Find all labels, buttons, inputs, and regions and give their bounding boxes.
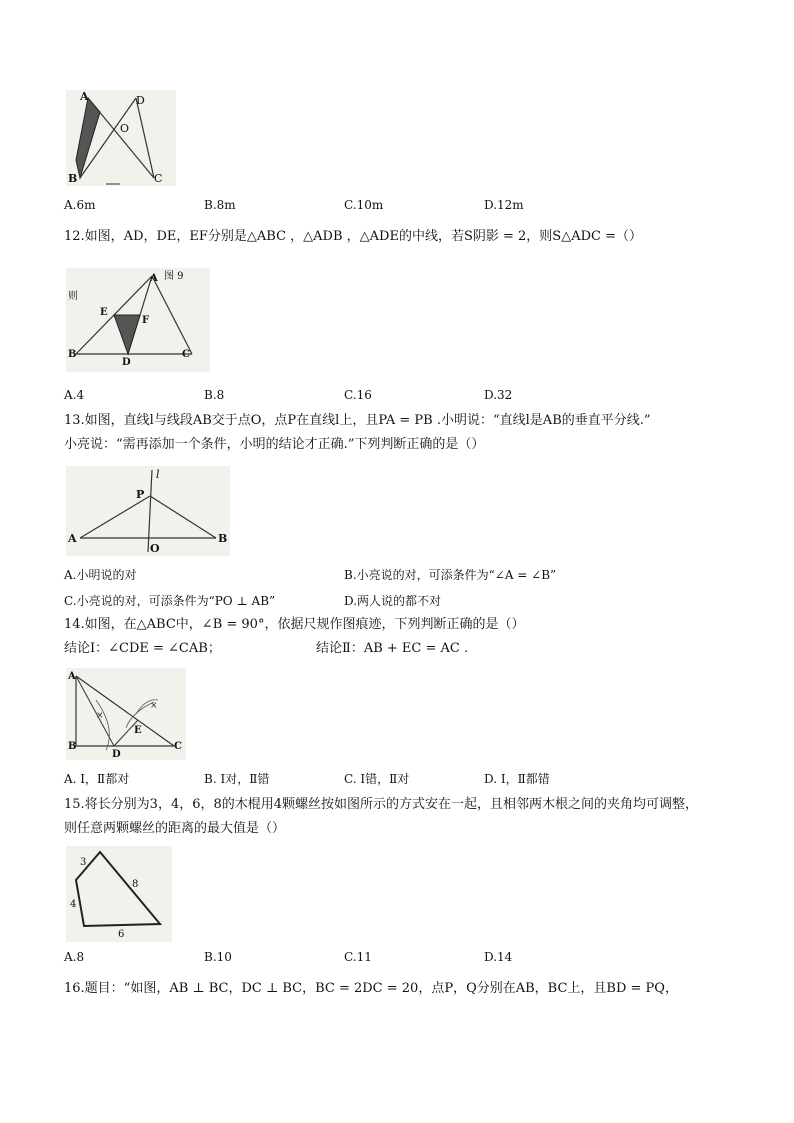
q12-label-a: A (150, 273, 158, 284)
q12-stem: 12.如图，AD，DE，EF分别是△ABC ，△ADB ，△ADE的中线，若S阴影 = 2，则S△ADC =（） (64, 229, 642, 244)
q15-option-b[interactable]: B.10 (204, 950, 232, 964)
q12-label-c: C (182, 349, 190, 360)
q14-stem: 14.如图，在△ABC中，∠B = 90°，依据尺规作图痕迹，下列判断正确的是（） (64, 617, 525, 632)
q12-option-c[interactable]: C.16 (344, 388, 372, 402)
q11-figure (66, 90, 176, 186)
q14-label-a: A (68, 671, 76, 682)
q15-side-6: 6 (118, 929, 125, 940)
q12-label-e: E (100, 307, 108, 318)
q15-side-3: 3 (80, 857, 87, 868)
q14-label-d: D (112, 749, 121, 760)
q15-option-a[interactable]: A.8 (64, 950, 85, 964)
q12-label-d: D (122, 357, 131, 368)
q12-option-d[interactable]: D.32 (484, 388, 513, 402)
q13-label-b: B (218, 532, 228, 545)
q14-option-a[interactable]: A. Ⅰ，Ⅱ都对 (64, 772, 130, 786)
q15-option-d[interactable]: D.14 (484, 950, 513, 964)
q12-figure-number: 图 9 (164, 271, 184, 282)
q16-stem: 16.题目：“如图，AB ⊥ BC，DC ⊥ BC，BC = 2DC = 20，点P，Q分别在AB，BC上，且BD = PQ， (64, 981, 678, 996)
q14-figure (66, 668, 186, 760)
q12-option-b[interactable]: B.8 (204, 388, 225, 402)
q12-option-a[interactable]: A.4 (64, 388, 85, 402)
q13-figure (66, 466, 230, 556)
q13-option-a[interactable]: A.小明说的对 (64, 568, 137, 582)
q13-stem-line1: 13.如图，直线l与线段AB交于点O，点P在直线l上，且PA = PB .小明说：“直线l是AB的垂直平分线.” (64, 413, 651, 428)
q12-label-f: F (142, 315, 150, 326)
q13-label-o: O (150, 542, 160, 555)
q11-option-b[interactable]: B.8m (204, 198, 236, 212)
q11-option-a[interactable]: A.6m (64, 198, 96, 212)
q11-label-c: C (154, 172, 163, 185)
q14-option-d[interactable]: D. Ⅰ，Ⅱ都错 (484, 772, 550, 786)
q15-option-c[interactable]: C.11 (344, 950, 372, 964)
q13-stem-line2: 小亮说：“需再添加一个条件，小明的结论才正确.”下列判断正确的是（） (64, 437, 485, 452)
q13-label-p: P (136, 488, 145, 501)
q11-option-c[interactable]: C.10m (344, 198, 384, 212)
q11-label-d: D (136, 94, 145, 107)
q13-label-a: A (68, 532, 77, 545)
q15-stem-line2: 则任意两颗螺丝的距离的最大值是（） (64, 821, 286, 836)
q14-conclusion-2: 结论Ⅱ：AB + EC = AC . (316, 641, 469, 656)
q14-label-e: E (134, 725, 142, 736)
q15-side-8: 8 (132, 879, 139, 890)
q11-label-a: A (80, 90, 89, 103)
q13-option-b[interactable]: B.小亮说的对，可添条件为“∠A = ∠B” (344, 568, 557, 582)
q14-option-b[interactable]: B. Ⅰ对，Ⅱ错 (204, 772, 270, 786)
q13-option-c[interactable]: C.小亮说的对，可添条件为“PO ⊥ AB” (64, 594, 276, 608)
q11-label-b: B (68, 172, 78, 185)
svg-text:×: × (150, 701, 158, 711)
q13-option-d[interactable]: D.两人说的都不对 (344, 594, 442, 608)
q15-stem-line1: 15.将长分别为3，4，6，8的木棍用4颗螺丝按如图所示的方式安在一起，且相邻两木根之间的夹角均可调整， (64, 797, 699, 812)
q14-option-c[interactable]: C. Ⅰ错，Ⅱ对 (344, 772, 410, 786)
q12-margin-char: 则 (68, 291, 78, 302)
q11-option-d[interactable]: D.12m (484, 198, 524, 212)
q15-figure (66, 846, 172, 942)
q14-label-b: B (68, 741, 77, 752)
q11-label-o: O (120, 122, 130, 135)
q14-label-c: C (174, 741, 182, 752)
q14-conclusion-1: 结论Ⅰ：∠CDE = ∠CAB； (64, 641, 221, 656)
q15-side-4: 4 (70, 899, 77, 910)
q13-label-l: l (156, 468, 160, 481)
svg-text:×: × (96, 711, 104, 721)
q12-label-b: B (68, 349, 77, 360)
q12-figure (66, 268, 210, 372)
